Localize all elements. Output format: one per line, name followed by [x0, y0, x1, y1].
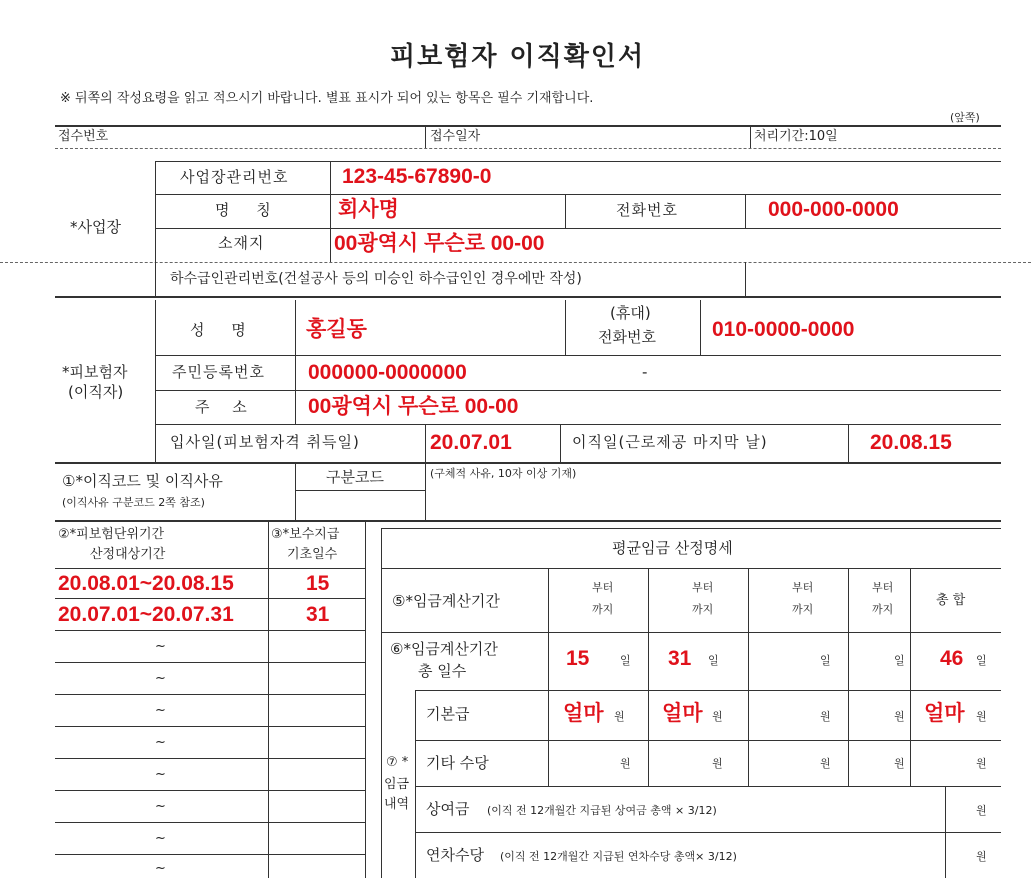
- rule: [55, 630, 365, 631]
- join-date-value[interactable]: 20.07.01: [430, 431, 512, 454]
- rule: [565, 194, 566, 228]
- insured-mobile-value[interactable]: 010-0000-0000: [712, 318, 855, 341]
- rule: [415, 786, 1001, 787]
- pay-days-header-top: ③*보수지급: [271, 527, 340, 542]
- period-row-5[interactable]: ~: [155, 703, 166, 718]
- rule: [415, 690, 1001, 691]
- rule: [295, 300, 296, 424]
- day-unit-1: 일: [620, 654, 631, 667]
- rule: [750, 125, 751, 148]
- insured-section-sub: (이직자): [68, 383, 124, 401]
- bonus-note: (이직 전 12개월간 지급된 상여금 총액 × 3/12): [487, 804, 717, 817]
- notice-text: ※ 뒤쪽의 작성요령을 읽고 적으시기 바랍니다. 별표 표시가 되어 있는 항목은 필수 기재합니다.: [60, 91, 594, 106]
- rule: [560, 424, 561, 462]
- period-row-8[interactable]: ~: [155, 799, 166, 814]
- rule: [848, 568, 849, 786]
- rule: [381, 568, 1001, 569]
- rule: [745, 262, 746, 296]
- period-header-top: ②*피보험단위기간: [58, 527, 165, 542]
- rule: [155, 300, 156, 462]
- rule: [425, 125, 426, 148]
- workplace-address-label: 소재지: [218, 234, 265, 252]
- rule: [565, 300, 566, 355]
- rule: [55, 790, 365, 791]
- won-unit-base-2: 원: [712, 710, 723, 723]
- rule: [55, 148, 1001, 149]
- wage-period-label: ⑤*임금계산기간: [392, 592, 500, 610]
- days-value-1[interactable]: 15: [566, 647, 590, 670]
- period-row-1[interactable]: 20.08.01~20.08.15: [58, 572, 234, 595]
- rrn-label: 주민등록번호: [172, 363, 265, 381]
- rule: [381, 528, 382, 878]
- col-from-4: 부터: [872, 581, 894, 594]
- rule: [155, 390, 1001, 391]
- col-to-3: 까지: [792, 603, 814, 616]
- workplace-mgmt-no-value[interactable]: 123-45-67890-0: [342, 165, 492, 188]
- rule: [55, 726, 365, 727]
- join-date-label: 입사일(피보험자격 취득일): [170, 433, 360, 451]
- rule: [155, 228, 1001, 229]
- workplace-mgmt-no-label: 사업장관리번호: [180, 168, 289, 186]
- period-row-4[interactable]: ~: [155, 671, 166, 686]
- leave-date-value[interactable]: 20.08.15: [870, 431, 952, 454]
- won-unit-other-1: 원: [620, 757, 631, 770]
- leave-date-label: 이직일(근로제공 마지막 날): [572, 433, 768, 451]
- won-unit-other-total: 원: [976, 757, 987, 770]
- rule: [648, 568, 649, 786]
- reason-sub: (이직사유 구분코드 2쪽 참조): [62, 496, 205, 509]
- rule: [155, 161, 156, 296]
- rule: [155, 194, 1001, 195]
- day-unit-4: 일: [894, 654, 905, 667]
- rule: [55, 662, 365, 663]
- rule: [415, 690, 416, 878]
- day-unit-total: 일: [976, 654, 987, 667]
- workplace-address-value[interactable]: 00광역시 무슨로 00-00: [334, 232, 545, 255]
- rule: [55, 694, 365, 695]
- wage-section-label-3: 내역: [384, 797, 410, 812]
- pay-days-row-2[interactable]: 31: [306, 603, 330, 626]
- annual-leave-note: (이직 전 12개월간 지급된 연차수당 총액× 3/12): [500, 850, 737, 863]
- rule: [330, 161, 331, 262]
- rule: [381, 632, 1001, 633]
- workplace-name-label: 명 칭: [215, 201, 272, 219]
- base-pay-label: 기본급: [426, 705, 470, 723]
- workplace-name-value[interactable]: 회사명: [338, 198, 399, 221]
- other-allowance-label: 기타 수당: [426, 754, 489, 772]
- avg-wage-title: 평균임금 산정명세: [612, 539, 733, 557]
- reason-code-label: 구분코드: [326, 468, 384, 486]
- pay-days-header-bottom: 기초일수: [287, 547, 338, 562]
- won-unit-base-3: 원: [820, 710, 831, 723]
- won-unit-base-4: 원: [894, 710, 905, 723]
- reason-label: ①*이직코드 및 이직사유: [62, 472, 223, 490]
- rrn-dash: -: [642, 363, 648, 381]
- insured-name-value[interactable]: 홍길동: [306, 318, 367, 341]
- won-unit-base-total: 원: [976, 710, 987, 723]
- rule: [415, 740, 1001, 741]
- rule: [365, 520, 366, 878]
- mobile-label-top: (휴대): [610, 304, 651, 322]
- days-value-2[interactable]: 31: [668, 647, 692, 670]
- wage-section-label-1: ⑦ *: [386, 755, 409, 770]
- period-row-9[interactable]: ~: [155, 831, 166, 846]
- col-from-1: 부터: [592, 581, 614, 594]
- rule: [155, 161, 1001, 162]
- receipt-date-label: 접수일자: [430, 129, 481, 144]
- base-pay-value-1[interactable]: 얼마: [563, 702, 604, 725]
- rule: [548, 568, 549, 786]
- rule: [848, 424, 849, 462]
- rule: [155, 355, 1001, 356]
- rule: [55, 125, 1001, 127]
- col-from-2: 부터: [692, 581, 714, 594]
- subcontract-label: 하수급인관리번호(건설공사 등의 미승인 하수급인인 경우에만 작성): [170, 271, 582, 287]
- period-row-7[interactable]: ~: [155, 767, 166, 782]
- rule: [381, 528, 1001, 529]
- form-title: 피보험자 이직확인서: [390, 42, 646, 72]
- base-pay-value-2[interactable]: 얼마: [662, 702, 703, 725]
- annual-leave-label: 연차수당: [426, 846, 484, 864]
- day-unit-2: 일: [708, 654, 719, 667]
- period-header-bottom: 산정대상기간: [90, 547, 166, 562]
- rule: [155, 424, 1001, 425]
- rule: [425, 462, 426, 520]
- receipt-no-label: 접수번호: [58, 129, 109, 144]
- rule: [295, 462, 296, 520]
- period-row-2[interactable]: 20.07.01~20.07.31: [58, 603, 234, 626]
- rule: [55, 520, 1001, 522]
- col-from-3: 부터: [792, 581, 814, 594]
- days-value-total[interactable]: 46: [940, 647, 964, 670]
- insured-section-label: *피보험자: [62, 363, 128, 381]
- days-label-bottom: 총 일수: [418, 662, 467, 680]
- base-pay-value-total[interactable]: 얼마: [924, 702, 965, 725]
- insured-address-value[interactable]: 00광역시 무슨로 00-00: [308, 395, 519, 418]
- won-unit-other-2: 원: [712, 757, 723, 770]
- period-row-10[interactable]: ~: [155, 861, 166, 876]
- period-row-3[interactable]: ~: [155, 639, 166, 654]
- rule: [748, 568, 749, 786]
- rule: [910, 568, 911, 786]
- period-row-6[interactable]: ~: [155, 735, 166, 750]
- insured-address-label: 주 소: [195, 398, 248, 416]
- day-unit-3: 일: [820, 654, 831, 667]
- days-label-top: ⑥*임금계산기간: [390, 640, 498, 658]
- col-to-2: 까지: [692, 603, 714, 616]
- rule: [55, 598, 365, 599]
- rule: [700, 300, 701, 355]
- won-unit-bonus: 원: [976, 804, 987, 817]
- workplace-section-label: *사업장: [70, 218, 121, 236]
- rule: [55, 822, 365, 823]
- col-to-1: 까지: [592, 603, 614, 616]
- rule: [55, 568, 365, 569]
- rule: [945, 786, 946, 878]
- col-total-label: 총 합: [936, 593, 966, 608]
- rule: [55, 758, 365, 759]
- insured-name-label: 성 명: [190, 321, 247, 339]
- rule: [745, 194, 746, 228]
- col-to-4: 까지: [872, 603, 894, 616]
- pay-days-row-1[interactable]: 15: [306, 572, 330, 595]
- won-unit-other-3: 원: [820, 757, 831, 770]
- rule: [415, 832, 1001, 833]
- rule: [268, 520, 269, 878]
- workplace-phone-value[interactable]: 000-000-0000: [768, 198, 899, 221]
- processing-period-label: 처리기간:10일: [754, 129, 838, 144]
- won-unit-base-1: 원: [614, 710, 625, 723]
- rrn-value[interactable]: 000000-0000000: [308, 361, 467, 384]
- bonus-label: 상여금: [426, 800, 470, 818]
- page-side-label: (앞쪽): [950, 111, 980, 124]
- rule: [295, 490, 425, 491]
- reason-detail-label: (구체적 사유, 10자 이상 기재): [430, 467, 577, 480]
- rule: [55, 296, 1001, 298]
- wage-section-label-2: 임금: [384, 777, 410, 792]
- mobile-label-bottom: 전화번호: [598, 328, 656, 346]
- rule: [55, 854, 365, 855]
- rule: [425, 424, 426, 462]
- won-unit-other-4: 원: [894, 757, 905, 770]
- won-unit-annual-leave: 원: [976, 850, 987, 863]
- rule: [55, 462, 1001, 464]
- workplace-phone-label: 전화번호: [616, 201, 678, 219]
